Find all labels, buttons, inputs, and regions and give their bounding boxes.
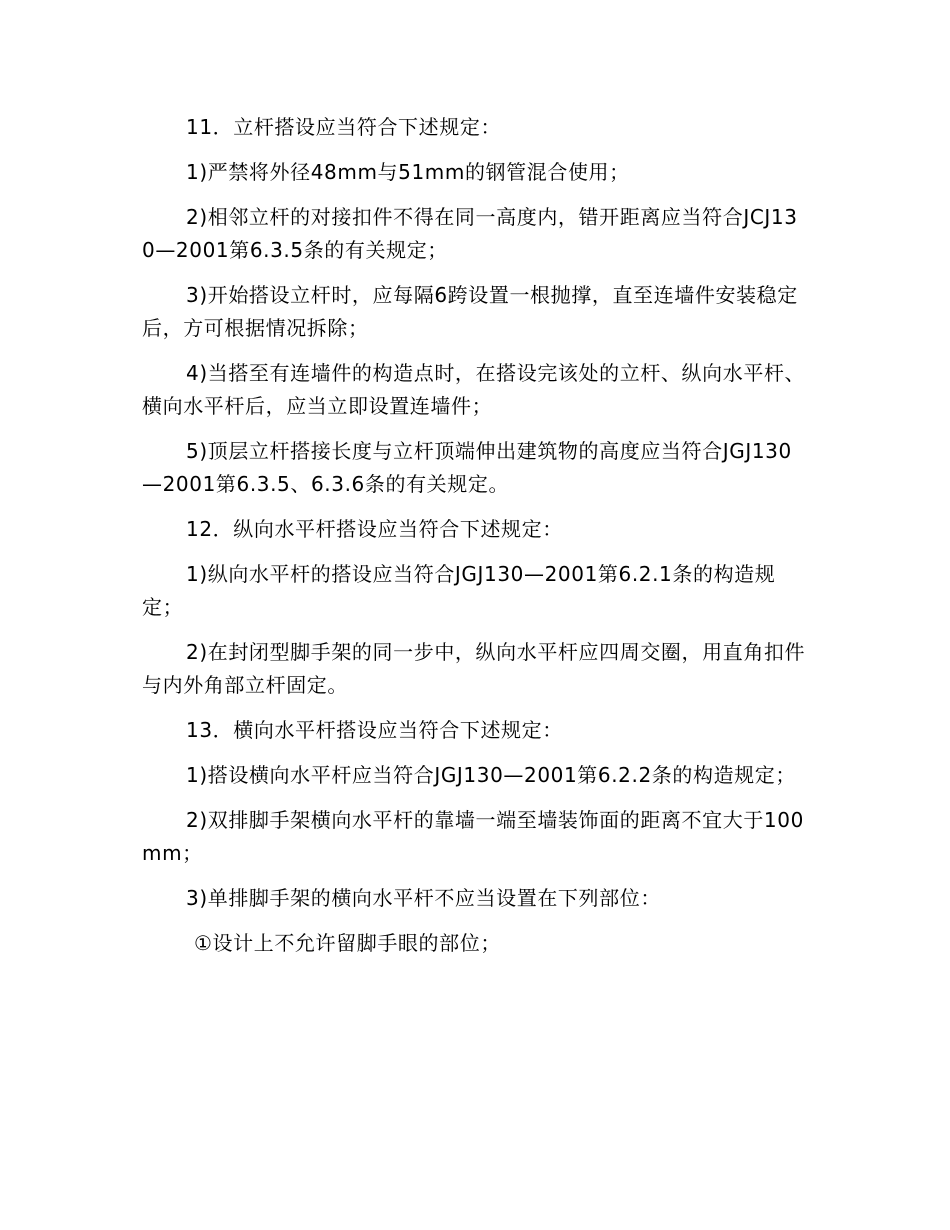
list-item: 1)搭设横向水平杆应当符合JGJ130—2001第6.2.2条的构造规定；: [186, 763, 796, 787]
list-item: 3)单排脚手架的横向水平杆不应当设置在下列部位：: [186, 886, 661, 910]
heading-item-11: 11．立杆搭设应当符合下述规定：: [186, 115, 502, 139]
list-item: 1)严禁将外径48mm与51mm的钢管混合使用；: [186, 160, 630, 184]
list-item: 1)纵向水平杆的搭设应当符合JGJ130—2001第6.2.1条的构造规定；: [142, 562, 776, 619]
list-item: 2)在封闭型脚手架的同一步中，纵向水平杆应四周交圈，用直角扣件与内外角部立杆固定。: [142, 640, 806, 697]
list-item: 5)顶层立杆搭接长度与立杆顶端伸出建筑物的高度应当符合JGJ130—2001第6.3.5、6.3.6条的有关规定。: [142, 439, 792, 496]
heading-item-13: 13．横向水平杆搭设应当符合下述规定：: [186, 718, 563, 742]
sub-list-item: ①设计上不允许留脚手眼的部位；: [194, 931, 501, 955]
heading-item-12: 12．纵向水平杆搭设应当符合下述规定：: [186, 517, 563, 541]
list-item: 2)双排脚手架横向水平杆的靠墙一端至墙装饰面的距离不宜大于100mm；: [142, 808, 804, 865]
list-item: 2)相邻立杆的对接扣件不得在同一高度内，错开距离应当符合JCJ130—2001第6.3.5条的有关规定；: [142, 205, 798, 262]
list-item: 4)当搭至有连墙件的构造点时，在搭设完该处的立杆、纵向水平杆、横向水平杆后，应当立即设置连墙件；: [142, 361, 806, 418]
document-body: [142, 111, 806, 972]
list-item: 3)开始搭设立杆时，应每隔6跨设置一根抛撑，直至连墙件安装稳定后，方可根据情况拆除；: [142, 283, 798, 340]
